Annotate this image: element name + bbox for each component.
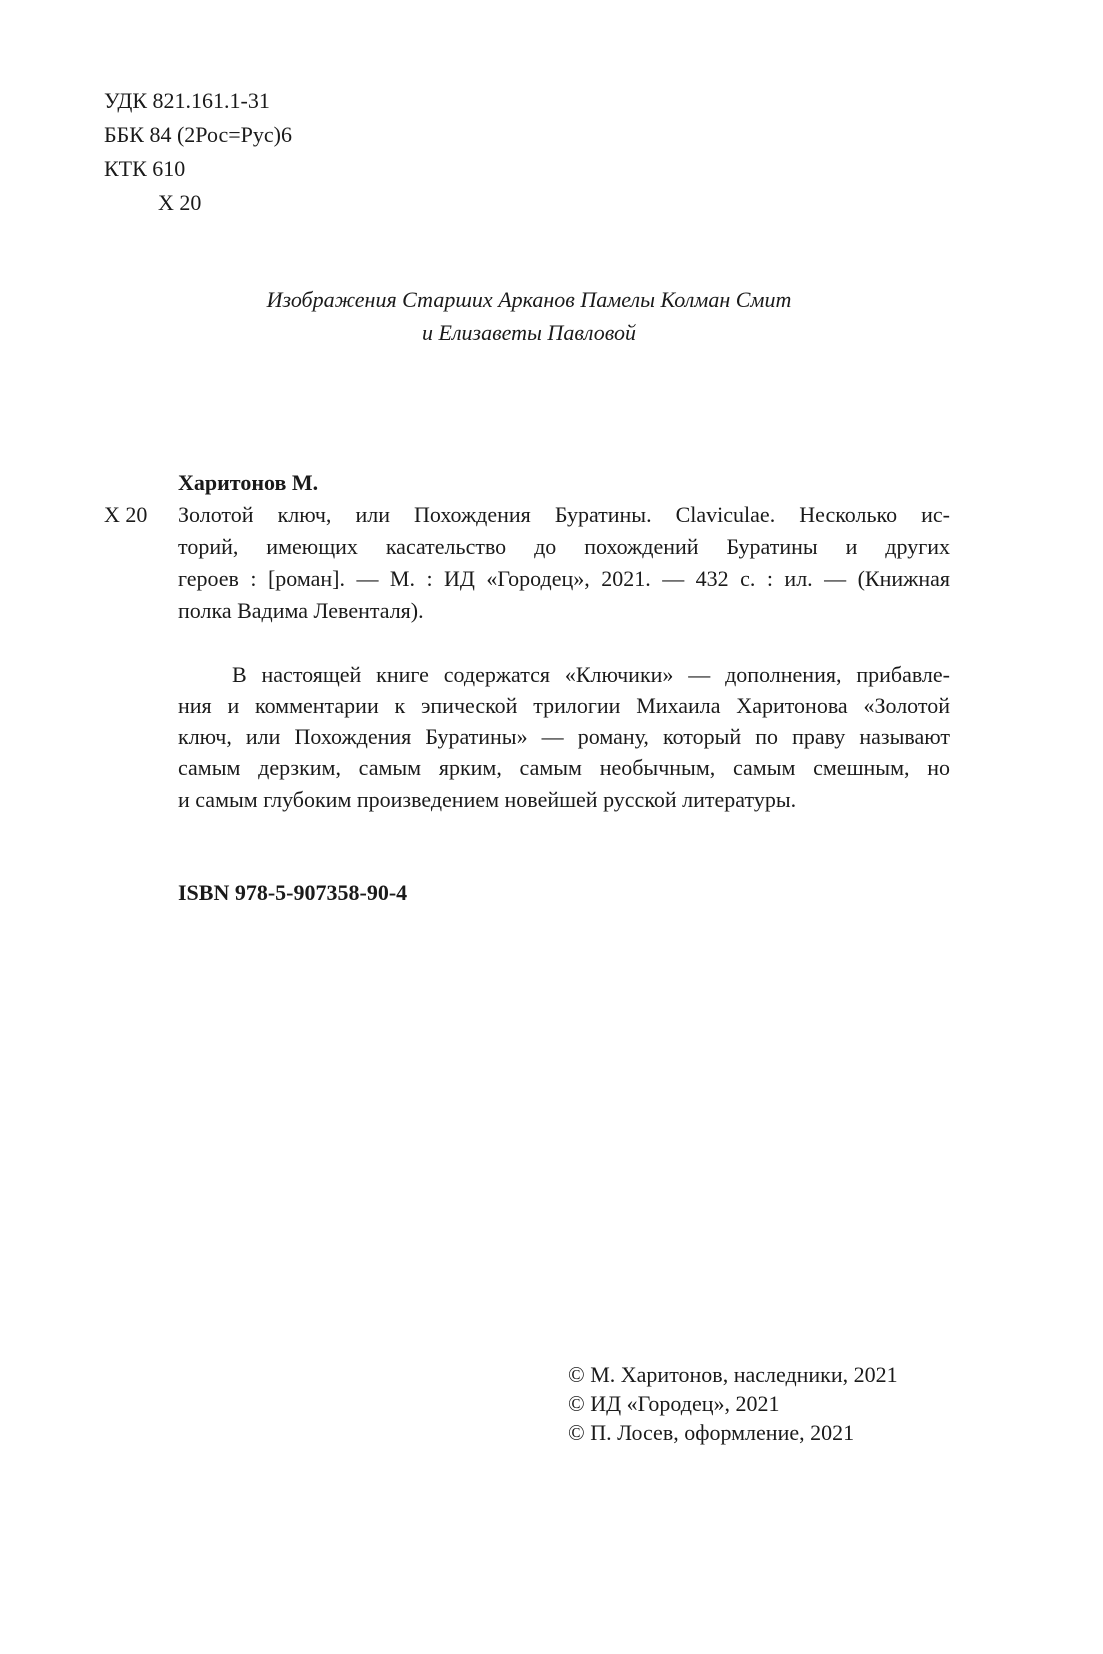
credit-line: Изображения Старших Арканов Памелы Колман Смит: [266, 287, 792, 312]
annotation-line: и самым глубоким произведением новейшей русской литературы.: [178, 787, 797, 812]
isbn: ISBN 978-5-907358-90-4: [178, 880, 408, 905]
author-mark: Х 20: [158, 190, 202, 215]
annotation-line: В настоящей книге содержатся «Ключики» — дополнения, прибавле-: [232, 662, 950, 687]
record-author: Харитонов М.: [178, 470, 319, 495]
bbk-code: ББК 84 (2Рос=Рус)6: [104, 122, 292, 147]
record-line: торий, имеющих касательство до похождений Буратины и других: [178, 534, 950, 559]
annotation-line: ния и комментарии к эпической трилогии Михаила Харитонова «Золотой: [178, 693, 950, 718]
udk-code: УДК 821.161.1-31: [104, 88, 270, 113]
copyright-line: © П. Лосев, оформление, 2021: [568, 1420, 855, 1445]
annotation-line: ключ, или Похождения Буратины» — роману, который по праву называют: [178, 724, 950, 749]
credit-line: и Елизаветы Павловой: [422, 320, 636, 345]
copyright-line: © ИД «Городец», 2021: [568, 1391, 780, 1416]
record-line: героев : [роман]. — М. : ИД «Городец», 2021. — 432 с. : ил. — (Книжная: [178, 566, 950, 591]
annotation-line: самым дерзким, самым ярким, самым необычным, самым смешным, но: [178, 755, 950, 780]
record-author-mark: Х 20: [104, 502, 148, 527]
record-line: полка Вадима Левенталя).: [178, 598, 424, 623]
record-line: Золотой ключ, или Похождения Буратины. Claviculae. Несколько ис-: [178, 502, 950, 527]
ktk-code: КТК 610: [104, 156, 186, 181]
copyright-line: © М. Харитонов, наследники, 2021: [568, 1362, 898, 1387]
